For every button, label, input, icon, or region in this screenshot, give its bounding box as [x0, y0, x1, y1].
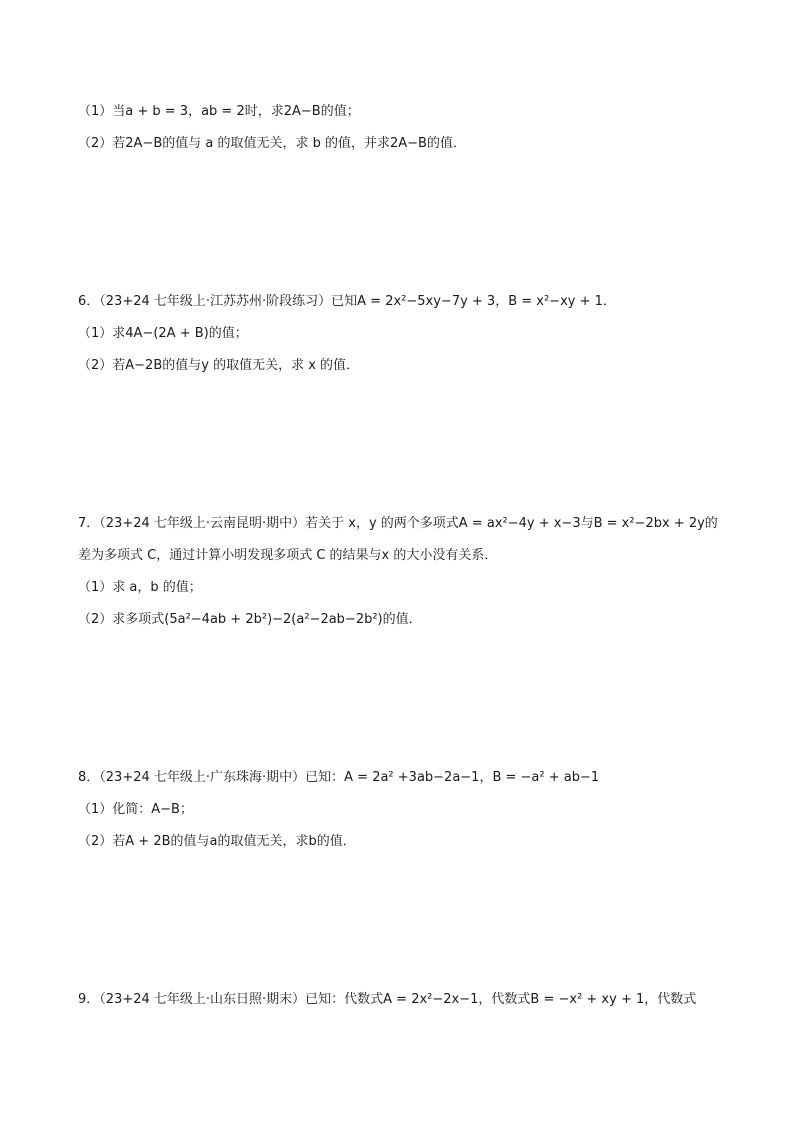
question-7-part-2: （2）求多项式(5a²−4ab + 2b²)−2(a²−2ab−2b²)的值．	[78, 612, 422, 627]
question-7-stem-line-2: 差为多项式 C，通过计算小明发现多项式 C 的结果与x 的大小没有关系．	[78, 548, 498, 563]
question-6-part-1: （1）求4A−(2A + B)的值；	[78, 326, 248, 341]
question-8-stem: 8．（23+24 七年级上·广东珠海·期中）已知：A = 2a² +3ab−2a−1，B = −a² + ab−1	[78, 770, 600, 785]
question-9-stem: 9．（23+24 七年级上·山东日照·期末）已知：代数式A = 2x²−2x−1，代数式B = −x² + xy + 1，代数式	[78, 992, 697, 1007]
question-5-part-1: （1）当a + b = 3，ab = 2时，求2A−B的值；	[78, 104, 360, 119]
question-8-part-1: （1）化简：A−B；	[78, 802, 193, 817]
question-7-part-1: （1）求 a，b 的值；	[78, 580, 202, 595]
question-5-part-2: （2）若2A−B的值与 a 的取值无关，求 b 的值，并求2A−B的值．	[78, 136, 466, 151]
question-6-stem: 6．（23+24 七年级上·江苏苏州·阶段练习）已知A = 2x²−5xy−7y + 3，B = x²−xy + 1．	[78, 294, 616, 309]
question-8-part-2: （2）若A + 2B的值与a的取值无关，求b的值．	[78, 834, 356, 849]
question-7-stem-line-1: 7．（23+24 七年级上·云南昆明·期中）若关于 x，y 的两个多项式A = ax²−4y + x−3与B = x²−2bx + 2y的	[78, 516, 718, 531]
question-6-part-2: （2）若A−2B的值与y 的取值无关，求 x 的值．	[78, 358, 360, 373]
